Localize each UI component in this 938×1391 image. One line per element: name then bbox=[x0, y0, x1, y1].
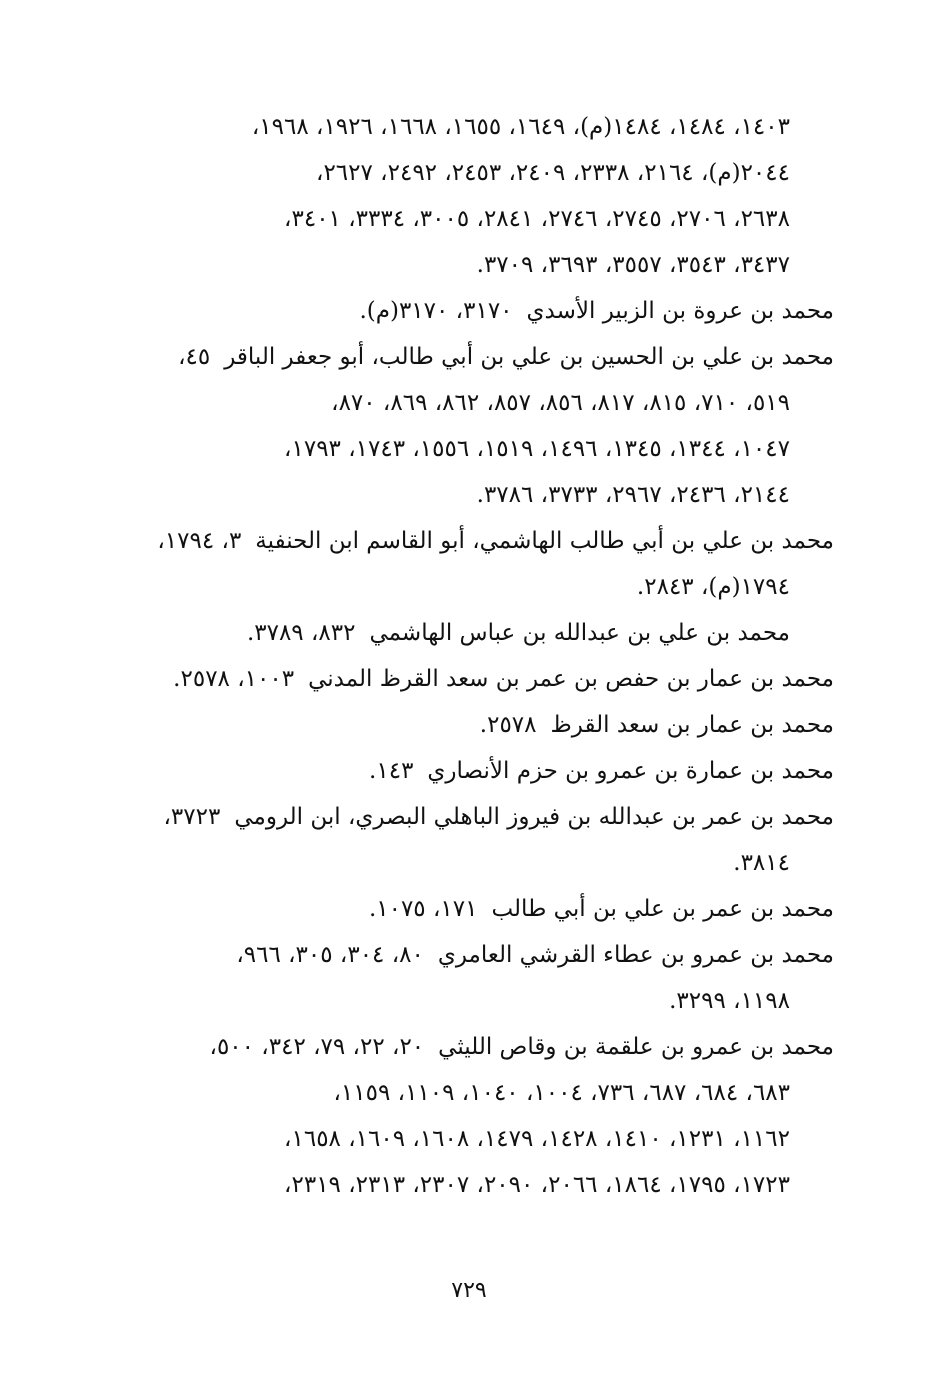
entry-reference-line: ١٧٢٣، ١٧٩٥، ١٨٦٤، ٢٠٦٦، ٢٠٩٠، ٢٣٠٧، ٢٣١٣، ٢٣١٩، bbox=[284, 1172, 790, 1198]
entry-name: محمد بن عمرو بن علقمة بن وقاص الليثي bbox=[438, 1034, 834, 1060]
index-entry bbox=[132, 932, 834, 1024]
entry-references: ٨٠، ٣٠٤، ٣٠٥، ٩٦٦، bbox=[236, 942, 424, 968]
entry-reference-line: ٣٤٣٧، ٣٥٤٣، ٣٥٥٧، ٣٦٩٣، ٣٧٠٩. bbox=[476, 252, 790, 278]
entry-reference-line: ٦٨٣، ٦٨٤، ٦٨٧، ٧٣٦، ١٠٠٤، ١٠٤٠، ١١٠٩، ١١٥٩، bbox=[333, 1080, 790, 1106]
entry-name: محمد بن عمر بن عبدالله بن فيروز الباهلي البصري، ابن الرومي bbox=[234, 804, 834, 830]
entry-reference-line: ٢١٤٤، ٢٤٣٦، ٢٩٦٧، ٣٧٣٣، ٣٧٨٦. bbox=[476, 482, 790, 508]
entry-references: ٣، ١٧٩٤، bbox=[157, 528, 242, 554]
entry-name: محمد بن علي بن أبي طالب الهاشمي، أبو القاسم ابن الحنفية bbox=[255, 528, 834, 554]
index-entry bbox=[132, 518, 834, 610]
entry-references: ١٧١، ١٠٧٥. bbox=[368, 896, 478, 922]
entry-reference-line: ١١٩٨، ٣٢٩٩. bbox=[669, 988, 790, 1014]
index-entry bbox=[132, 656, 834, 702]
entry-heading-line bbox=[132, 932, 834, 978]
entry-references: ٤٥، bbox=[178, 344, 211, 370]
entry-reference-line: ٢٦٣٨، ٢٧٠٦، ٢٧٤٥، ٢٧٤٦، ٢٨٤١، ٣٠٠٥، ٣٣٣٤، ٣٤٠١، bbox=[284, 206, 790, 232]
index-entry bbox=[132, 886, 834, 932]
entry-reference-line: ١٤٠٣، ١٤٨٤، ١٤٨٤(م)، ١٦٤٩، ١٦٥٥، ١٦٦٨، ١٩٢٦، ١٩٦٨، bbox=[251, 114, 790, 140]
index-content bbox=[132, 104, 834, 1208]
index-entry bbox=[132, 1024, 834, 1208]
index-entry bbox=[132, 104, 834, 288]
index-entry bbox=[132, 610, 834, 656]
entry-reference-line: ١٠٤٧، ١٣٤٤، ١٣٤٥، ١٤٩٦، ١٥١٩، ١٥٥٦، ١٧٤٣، ١٧٩٣، bbox=[284, 436, 790, 462]
entry-references: ٢٠، ٢٢، ٧٩، ٣٤٢، ٥٠٠، bbox=[209, 1034, 425, 1060]
entry-name: محمد بن عمار بن سعد القرظ bbox=[550, 712, 834, 738]
entry-name: محمد بن علي بن الحسين بن علي بن أبي طالب، أبو جعفر الباقر bbox=[224, 344, 834, 370]
entry-reference-line: ١١٦٢، ١٢٣١، ١٤١٠، ١٤٢٨، ١٤٧٩، ١٦٠٨، ١٦٠٩، ١٦٥٨، bbox=[284, 1126, 790, 1152]
entry-heading-line bbox=[132, 748, 834, 794]
entry-heading-line bbox=[132, 610, 790, 656]
entry-heading-line bbox=[132, 702, 834, 748]
index-entry bbox=[132, 334, 834, 518]
index-entry bbox=[132, 288, 834, 334]
entry-reference-line: ٥١٩، ٧١٠، ٨١٥، ٨١٧، ٨٥٦، ٨٥٧، ٨٦٢، ٨٦٩، ٨٧٠، bbox=[331, 390, 790, 416]
entry-name: محمد بن علي بن عبدالله بن عباس الهاشمي bbox=[369, 620, 790, 646]
entry-references: ٣١٧٠، ٣١٧٠(م). bbox=[359, 298, 513, 324]
entry-references: ١٠٠٣، ٢٥٧٨. bbox=[173, 666, 295, 692]
entry-references: ٣٧٢٣، bbox=[163, 804, 221, 830]
entry-heading-line bbox=[132, 886, 834, 932]
index-entry bbox=[132, 748, 834, 794]
index-entry bbox=[132, 794, 834, 886]
entry-name: محمد بن عمارة بن عمرو بن حزم الأنصاري bbox=[427, 758, 834, 784]
entry-name: محمد بن عمار بن حفص بن عمر بن سعد القرظ المدني bbox=[308, 666, 834, 692]
entry-heading-line bbox=[132, 1024, 834, 1070]
entry-references: ١٤٣. bbox=[369, 758, 414, 784]
entry-reference-line: ٣٨١٤. bbox=[733, 850, 790, 876]
entry-name: محمد بن عمرو بن عطاء القرشي العامري bbox=[437, 942, 834, 968]
entry-heading-line bbox=[132, 794, 834, 840]
entry-heading-line bbox=[132, 656, 834, 702]
entry-heading-line bbox=[132, 334, 834, 380]
entry-heading-line bbox=[132, 518, 834, 564]
index-entry bbox=[132, 702, 834, 748]
entry-reference-line: ٢٠٤٤(م)، ٢١٦٤، ٢٣٣٨، ٢٤٠٩، ٢٤٥٣، ٢٤٩٢، ٢٦٢٧، bbox=[316, 160, 790, 186]
entry-name: محمد بن عروة بن الزبير الأسدي bbox=[526, 298, 834, 324]
entry-references: ٨٣٢، ٣٧٨٩. bbox=[246, 620, 356, 646]
entry-reference-line: ١٧٩٤(م)، ٢٨٤٣. bbox=[636, 574, 790, 600]
entry-name: محمد بن عمر بن علي بن أبي طالب bbox=[491, 896, 834, 922]
entry-heading-line bbox=[132, 288, 834, 334]
page-number: ٧٢٩ bbox=[451, 1278, 487, 1303]
entry-references: ٢٥٧٨. bbox=[479, 712, 537, 738]
